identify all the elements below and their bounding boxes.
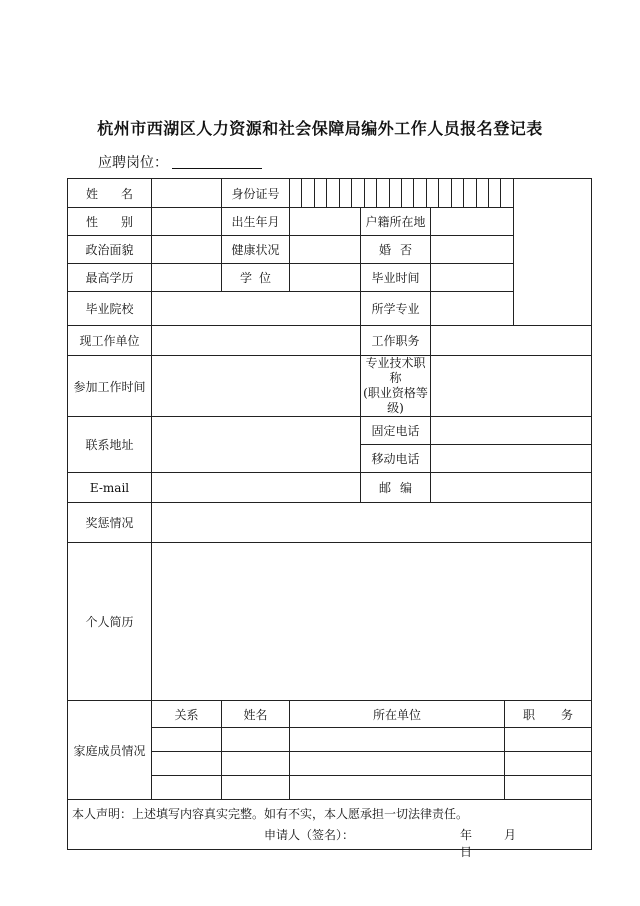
graduation-time-label: 毕业时间	[361, 264, 431, 292]
awards-field[interactable]	[152, 503, 592, 543]
work-start-field[interactable]	[152, 356, 361, 417]
job-position-label: 工作职务	[361, 326, 431, 356]
hukou-label: 户籍所在地	[361, 208, 431, 236]
applied-position-field[interactable]	[172, 154, 262, 169]
gender-label: 性 别	[68, 208, 152, 236]
applied-position-label: 应聘岗位：	[98, 155, 168, 171]
professional-title-field[interactable]	[431, 356, 592, 417]
marriage-label: 婚 否	[361, 236, 431, 264]
political-status-field[interactable]	[152, 236, 222, 264]
current-employer-field[interactable]	[152, 326, 361, 356]
landline-field[interactable]	[431, 417, 592, 445]
postcode-label: 邮 编	[361, 473, 431, 503]
gender-field[interactable]	[152, 208, 222, 236]
declaration-cell	[68, 800, 592, 859]
signature-date: 年 月日	[460, 828, 517, 859]
family-employer-cell[interactable]	[290, 728, 505, 752]
major-label: 所学专业	[361, 292, 431, 326]
graduation-school-label: 毕业院校	[68, 292, 152, 326]
degree-label: 学 位	[222, 264, 290, 292]
awards-label: 奖惩情况	[68, 503, 152, 543]
registration-form-table	[67, 178, 592, 859]
family-name-cell[interactable]	[222, 728, 290, 752]
education-field[interactable]	[152, 264, 222, 292]
resume-field[interactable]	[152, 543, 592, 701]
family-relation-header: 关系	[152, 701, 222, 728]
name-field[interactable]	[152, 179, 222, 208]
marriage-field[interactable]	[431, 236, 514, 264]
graduation-time-field[interactable]	[431, 264, 514, 292]
family-employer-cell[interactable]	[290, 776, 505, 800]
photo-box	[514, 179, 592, 326]
family-label: 家庭成员情况	[68, 701, 152, 800]
hukou-field[interactable]	[431, 208, 514, 236]
birth-date-field[interactable]	[290, 208, 361, 236]
health-label: 健康状况	[222, 236, 290, 264]
signature-line	[68, 822, 591, 859]
resume-label: 个人简历	[68, 543, 152, 701]
signature-label: 申请人（签名）：	[264, 828, 355, 842]
major-field[interactable]	[431, 292, 514, 326]
mobile-field[interactable]	[431, 445, 592, 473]
id-number-label: 身份证号	[222, 179, 290, 208]
id-number-field[interactable]	[290, 179, 514, 208]
declaration-text: 本人声明：上述填写内容真实完整。如有不实，本人愿承担一切法律责任。	[72, 807, 469, 821]
applied-position-row	[98, 152, 262, 172]
email-field[interactable]	[152, 473, 361, 503]
family-relation-cell[interactable]	[152, 752, 222, 776]
health-field[interactable]	[290, 236, 361, 264]
landline-label: 固定电话	[361, 417, 431, 445]
family-relation-cell[interactable]	[152, 728, 222, 752]
graduation-school-field[interactable]	[152, 292, 361, 326]
form-title: 杭州市西湖区人力资源和社会保障局编外工作人员报名登记表	[97, 119, 543, 138]
work-start-label: 参加工作时间	[68, 356, 152, 417]
education-label: 最高学历	[68, 264, 152, 292]
family-relation-cell[interactable]	[152, 776, 222, 800]
mobile-label: 移动电话	[361, 445, 431, 473]
family-employer-header: 所在单位	[290, 701, 505, 728]
professional-title-label: 专业技术职称 (职业资格等级)	[361, 356, 431, 417]
family-name-header: 姓名	[222, 701, 290, 728]
family-duty-cell[interactable]	[505, 728, 592, 752]
family-duty-cell[interactable]	[505, 752, 592, 776]
email-label: E-mail	[68, 473, 152, 503]
postcode-field[interactable]	[431, 473, 592, 503]
family-employer-cell[interactable]	[290, 752, 505, 776]
political-status-label: 政治面貌	[68, 236, 152, 264]
family-name-cell[interactable]	[222, 752, 290, 776]
degree-field[interactable]	[290, 264, 361, 292]
birth-date-label: 出生年月	[222, 208, 290, 236]
name-label: 姓 名	[68, 179, 152, 208]
family-name-cell[interactable]	[222, 776, 290, 800]
address-label: 联系地址	[68, 417, 152, 473]
family-duty-cell[interactable]	[505, 776, 592, 800]
job-position-field[interactable]	[431, 326, 592, 356]
address-field[interactable]	[152, 417, 361, 473]
family-duty-header: 职 务	[505, 701, 592, 728]
current-employer-label: 现工作单位	[68, 326, 152, 356]
id-number-grid	[290, 179, 513, 207]
